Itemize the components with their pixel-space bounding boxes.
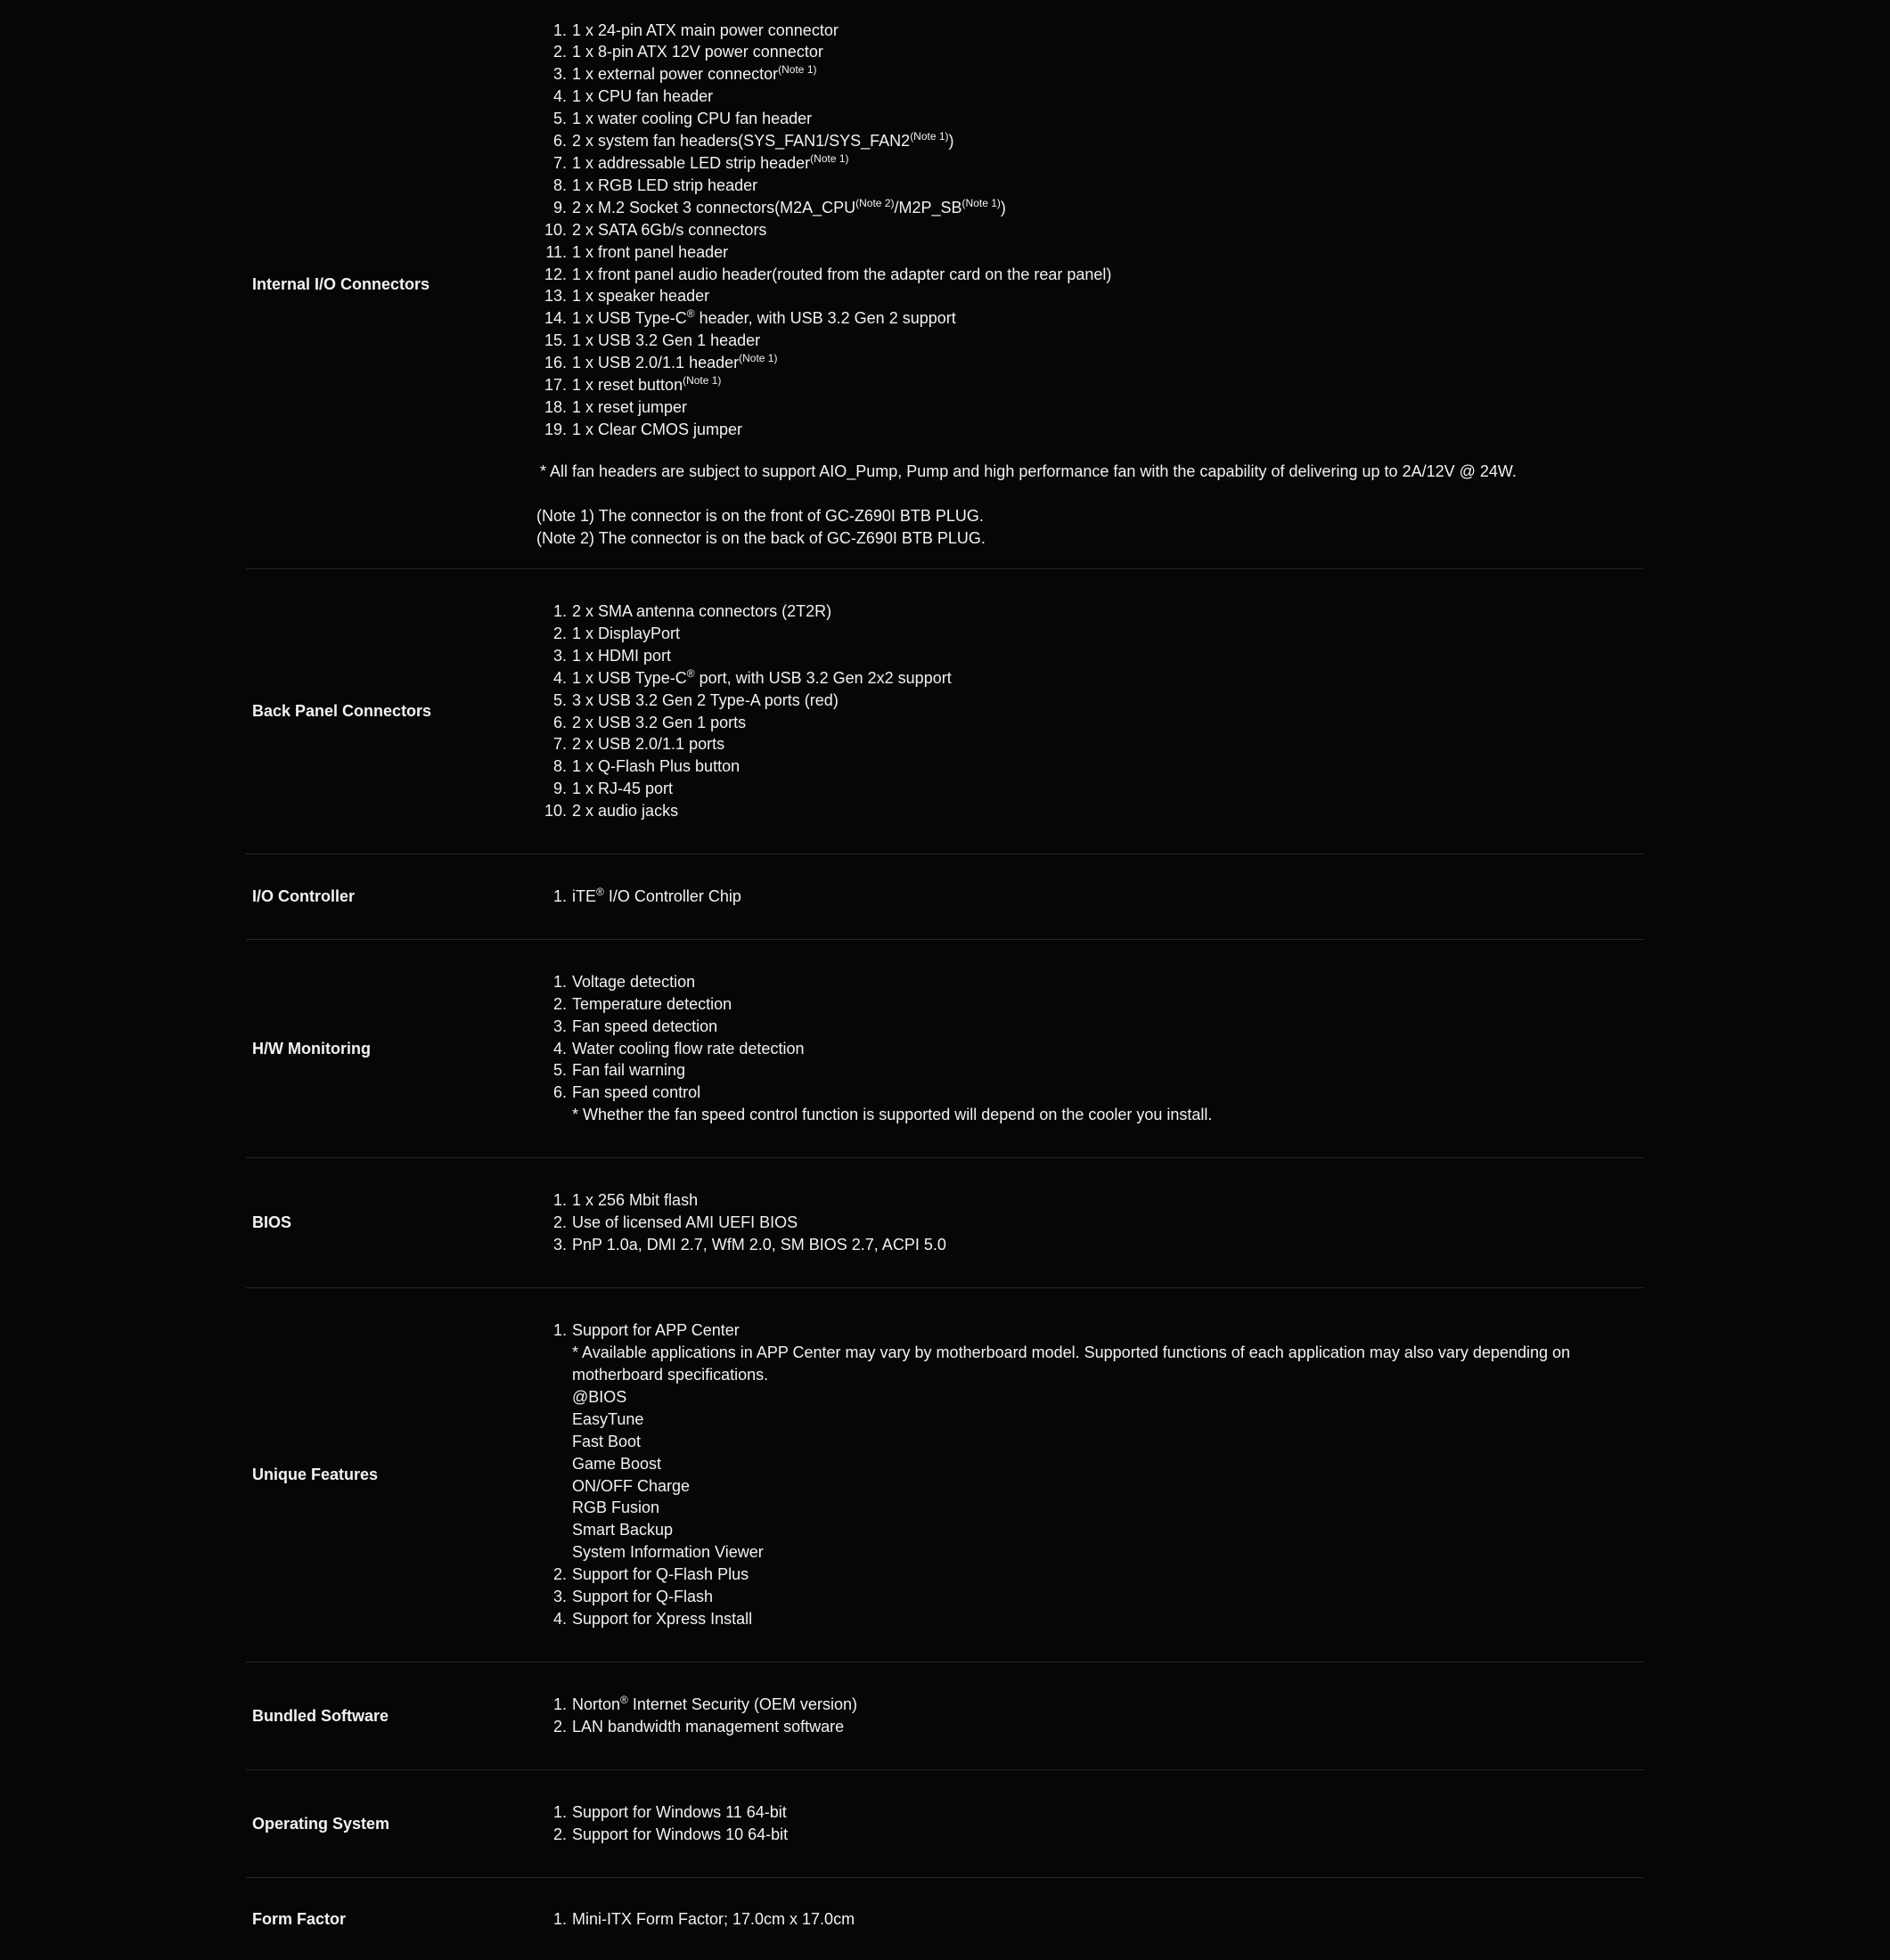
fan-speed-note: * Whether the fan speed control function is supported will depend on the cooler you install.: [572, 1106, 1213, 1124]
spec-value: [520, 600, 1643, 822]
spec-value: [520, 20, 1643, 550]
list-item: [571, 1234, 1643, 1256]
list-item: [571, 130, 1643, 152]
item-text: Support for APP Center: [572, 1321, 740, 1340]
item-text: 1 x speaker header: [572, 287, 710, 306]
note-1: (Note 1) The connector is on the front of GC-Z690I BTB PLUG.: [536, 506, 984, 525]
spec-row-io-controller: [246, 854, 1643, 940]
list-item: [571, 41, 1643, 63]
item-text: Temperature detection: [572, 994, 732, 1013]
list-item: [571, 152, 1643, 175]
item-text: Water cooling flow rate detection: [572, 1039, 805, 1058]
spec-row-form-factor: [246, 1878, 1643, 1960]
list-item: [571, 219, 1643, 241]
spec-table: [246, 0, 1643, 1960]
item-text: 1 x 24-pin ATX main power connector: [572, 20, 839, 39]
item-text: Norton: [572, 1695, 621, 1714]
item-text: Voltage detection: [572, 972, 696, 991]
list-item: [571, 20, 1643, 42]
item-text: 1 x external power connector: [572, 65, 779, 84]
item-text: /M2P_SB: [894, 198, 962, 216]
spec-label: Form Factor: [252, 1909, 347, 1928]
app-center-app: RGB Fusion: [572, 1499, 660, 1517]
item-text: I/O Controller Chip: [603, 887, 741, 906]
list-item: [571, 63, 1643, 86]
list-item: [571, 690, 1643, 712]
item-text: Fan speed control: [572, 1083, 701, 1102]
item-note-ref: ®: [596, 886, 604, 899]
list-item: [571, 1608, 1643, 1630]
list-item: [571, 197, 1643, 219]
spec-list: [536, 1801, 1643, 1846]
list-item: [571, 1716, 1643, 1738]
item-text: 1 x DisplayPort: [572, 624, 681, 642]
spec-list: [536, 1908, 1643, 1931]
item-text: header, with USB 3.2 Gen 2 support: [694, 309, 956, 328]
list-item: [571, 1694, 1643, 1716]
list-item: [571, 396, 1643, 419]
item-text: 2 x audio jacks: [572, 802, 679, 821]
spec-list: [536, 971, 1643, 1126]
item-text: Support for Windows 10 64-bit: [572, 1825, 789, 1843]
item-text: Fan fail warning: [572, 1061, 686, 1080]
list-item: [571, 800, 1643, 822]
list-item: [571, 623, 1643, 645]
item-text: 1 x reset jumper: [572, 397, 688, 416]
item-text: 2 x SMA antenna connectors (2T2R): [572, 601, 832, 620]
list-item: [571, 1564, 1643, 1586]
item-text: 2 x USB 3.2 Gen 1 ports: [572, 713, 747, 731]
list-item: [571, 755, 1643, 778]
list-item: [571, 1319, 1643, 1564]
spec-label: I/O Controller: [252, 887, 356, 905]
item-text: 1 x water cooling CPU fan header: [572, 110, 813, 128]
item-note-ref: (Note 1): [961, 196, 1001, 209]
spec-row-operating-system: [246, 1770, 1643, 1878]
list-item: [571, 241, 1643, 264]
list-item: [571, 374, 1643, 396]
list-item: [571, 1212, 1643, 1234]
item-text: 2 x SATA 6Gb/s connectors: [572, 220, 767, 239]
list-item: [571, 1824, 1643, 1846]
spec-list: [536, 1694, 1643, 1738]
list-item: [571, 600, 1643, 623]
item-text: Mini-ITX Form Factor; 17.0cm x 17.0cm: [572, 1909, 855, 1928]
item-text: LAN bandwidth management software: [572, 1718, 845, 1735]
list-item: [571, 1016, 1643, 1038]
app-center-app: System Information Viewer: [572, 1543, 764, 1562]
item-text: 1 x CPU fan header: [572, 87, 714, 106]
spec-value: [520, 971, 1643, 1126]
item-text: 1 x 256 Mbit flash: [572, 1191, 699, 1210]
app-center-app: @BIOS: [572, 1387, 627, 1406]
list-item: [571, 667, 1643, 690]
spec-label: BIOS: [252, 1213, 292, 1231]
item-text: Support for Windows 11 64-bit: [572, 1803, 787, 1822]
list-item: [571, 1059, 1643, 1082]
list-item: [571, 419, 1643, 441]
list-item: [571, 1189, 1643, 1212]
spec-label: Back Panel Connectors: [252, 702, 432, 720]
item-note-ref: (Note 1): [910, 130, 949, 143]
list-item: [571, 712, 1643, 734]
item-text: 1 x addressable LED strip header: [572, 153, 811, 172]
app-center-app: Fast Boot: [572, 1432, 642, 1450]
item-text: 1 x front panel audio header(routed from the adapter card on the rear panel): [572, 265, 1112, 283]
item-text: ): [948, 132, 954, 151]
item-text: port, with USB 3.2 Gen 2x2 support: [694, 668, 952, 687]
item-text: Support for Q-Flash: [572, 1588, 714, 1606]
spec-list: [536, 1189, 1643, 1256]
item-note-ref: ®: [686, 666, 695, 680]
item-note-ref: ®: [620, 1694, 628, 1707]
spec-value: [520, 1801, 1643, 1846]
spec-value: [520, 886, 1643, 908]
spec-row-internal-io: [246, 0, 1643, 569]
item-text: 1 x USB Type-C: [572, 668, 687, 687]
spec-row-back-panel: [246, 569, 1643, 854]
item-text: 1 x Clear CMOS jumper: [572, 420, 743, 438]
spec-list: [536, 600, 1643, 822]
item-text: PnP 1.0a, DMI 2.7, WfM 2.0, SM BIOS 2.7, ACPI 5.0: [572, 1235, 946, 1254]
app-center-app: Smart Backup: [572, 1521, 674, 1539]
spec-label: Internal I/O Connectors: [252, 274, 430, 293]
list-item: [571, 1908, 1643, 1931]
item-text: Use of licensed AMI UEFI BIOS: [572, 1213, 798, 1232]
list-item: [571, 1082, 1643, 1126]
list-item: [571, 330, 1643, 352]
list-item: [571, 971, 1643, 993]
spec-value: [520, 1319, 1643, 1630]
item-text: iTE: [572, 887, 596, 906]
fan-note: * All fan headers are subject to support AIO_Pump, Pump and high performance fan with the capability of delivering up to 2A/12V @ 24W.: [540, 461, 1517, 480]
spec-list: [536, 1319, 1643, 1630]
app-center-app: Game Boost: [572, 1454, 662, 1473]
item-text: 1 x HDMI port: [572, 646, 672, 665]
spec-label: Bundled Software: [252, 1706, 389, 1725]
app-center-app: ON/OFF Charge: [572, 1476, 691, 1495]
list-item: [571, 993, 1643, 1016]
item-text: 1 x Q-Flash Plus button: [572, 757, 740, 776]
list-item: [571, 778, 1643, 800]
spec-label: H/W Monitoring: [252, 1039, 371, 1058]
item-text: 1 x reset button: [572, 376, 683, 395]
item-text: 1 x USB 2.0/1.1 header: [572, 354, 740, 372]
item-text: Support for Q-Flash Plus: [572, 1565, 749, 1584]
app-center-note: * Available applications in APP Center may vary by motherboard model. Supported functions of each application may also vary depending on motherboard specifications.: [572, 1343, 1571, 1384]
spec-label: Operating System: [252, 1814, 390, 1833]
spec-list: [536, 886, 1643, 908]
item-text: 1 x RJ-45 port: [572, 780, 674, 798]
item-text: 1 x RGB LED strip header: [572, 176, 758, 194]
item-text: 1 x USB 3.2 Gen 1 header: [572, 331, 761, 350]
spec-value: [520, 1189, 1643, 1256]
list-item: [571, 352, 1643, 374]
item-text: 1 x front panel header: [572, 242, 729, 261]
list-item: [571, 175, 1643, 197]
list-item: [571, 264, 1643, 286]
list-item: [571, 86, 1643, 108]
item-note-ref: (Note 1): [683, 374, 722, 388]
spec-label: Unique Features: [252, 1466, 379, 1483]
item-text: Support for Xpress Install: [572, 1609, 753, 1628]
list-item: [571, 108, 1643, 130]
spec-list: [536, 20, 1643, 441]
spec-row-bundled-software: [246, 1662, 1643, 1770]
item-text: 3 x USB 3.2 Gen 2 Type-A ports (red): [572, 690, 839, 709]
item-text: 2 x M.2 Socket 3 connectors(M2A_CPU: [572, 198, 856, 216]
item-text: 2 x USB 2.0/1.1 ports: [572, 735, 725, 754]
list-item: [571, 733, 1643, 755]
item-note-ref: (Note 1): [739, 352, 778, 365]
item-note-ref: (Note 1): [810, 151, 849, 165]
item-note-ref: ®: [686, 307, 695, 321]
item-text: Fan speed detection: [572, 1017, 718, 1035]
list-item: [571, 285, 1643, 307]
item-note-ref: (Note 1): [778, 63, 817, 77]
list-item: [571, 1801, 1643, 1824]
list-item: [571, 886, 1643, 908]
spec-row-unique-features: [246, 1288, 1643, 1662]
item-text: 1 x USB Type-C: [572, 309, 687, 328]
list-item: [571, 1038, 1643, 1060]
item-text: 1 x 8-pin ATX 12V power connector: [572, 43, 823, 61]
app-center-app: EasyTune: [572, 1409, 644, 1428]
item-text: 2 x system fan headers(SYS_FAN1/SYS_FAN2: [572, 132, 911, 151]
item-text: Internet Security (OEM version): [627, 1695, 857, 1714]
spec-row-hw-monitoring: [246, 940, 1643, 1158]
item-note-ref: (Note 2): [855, 196, 895, 209]
spec-row-bios: [246, 1158, 1643, 1288]
list-item: [571, 307, 1643, 330]
list-item: [571, 645, 1643, 667]
item-text: ): [1000, 198, 1006, 216]
list-item: [571, 1586, 1643, 1608]
note-2: (Note 2) The connector is on the back of GC-Z690I BTB PLUG.: [536, 528, 986, 547]
spec-value: [520, 1694, 1643, 1738]
spec-value: [520, 1908, 1643, 1931]
